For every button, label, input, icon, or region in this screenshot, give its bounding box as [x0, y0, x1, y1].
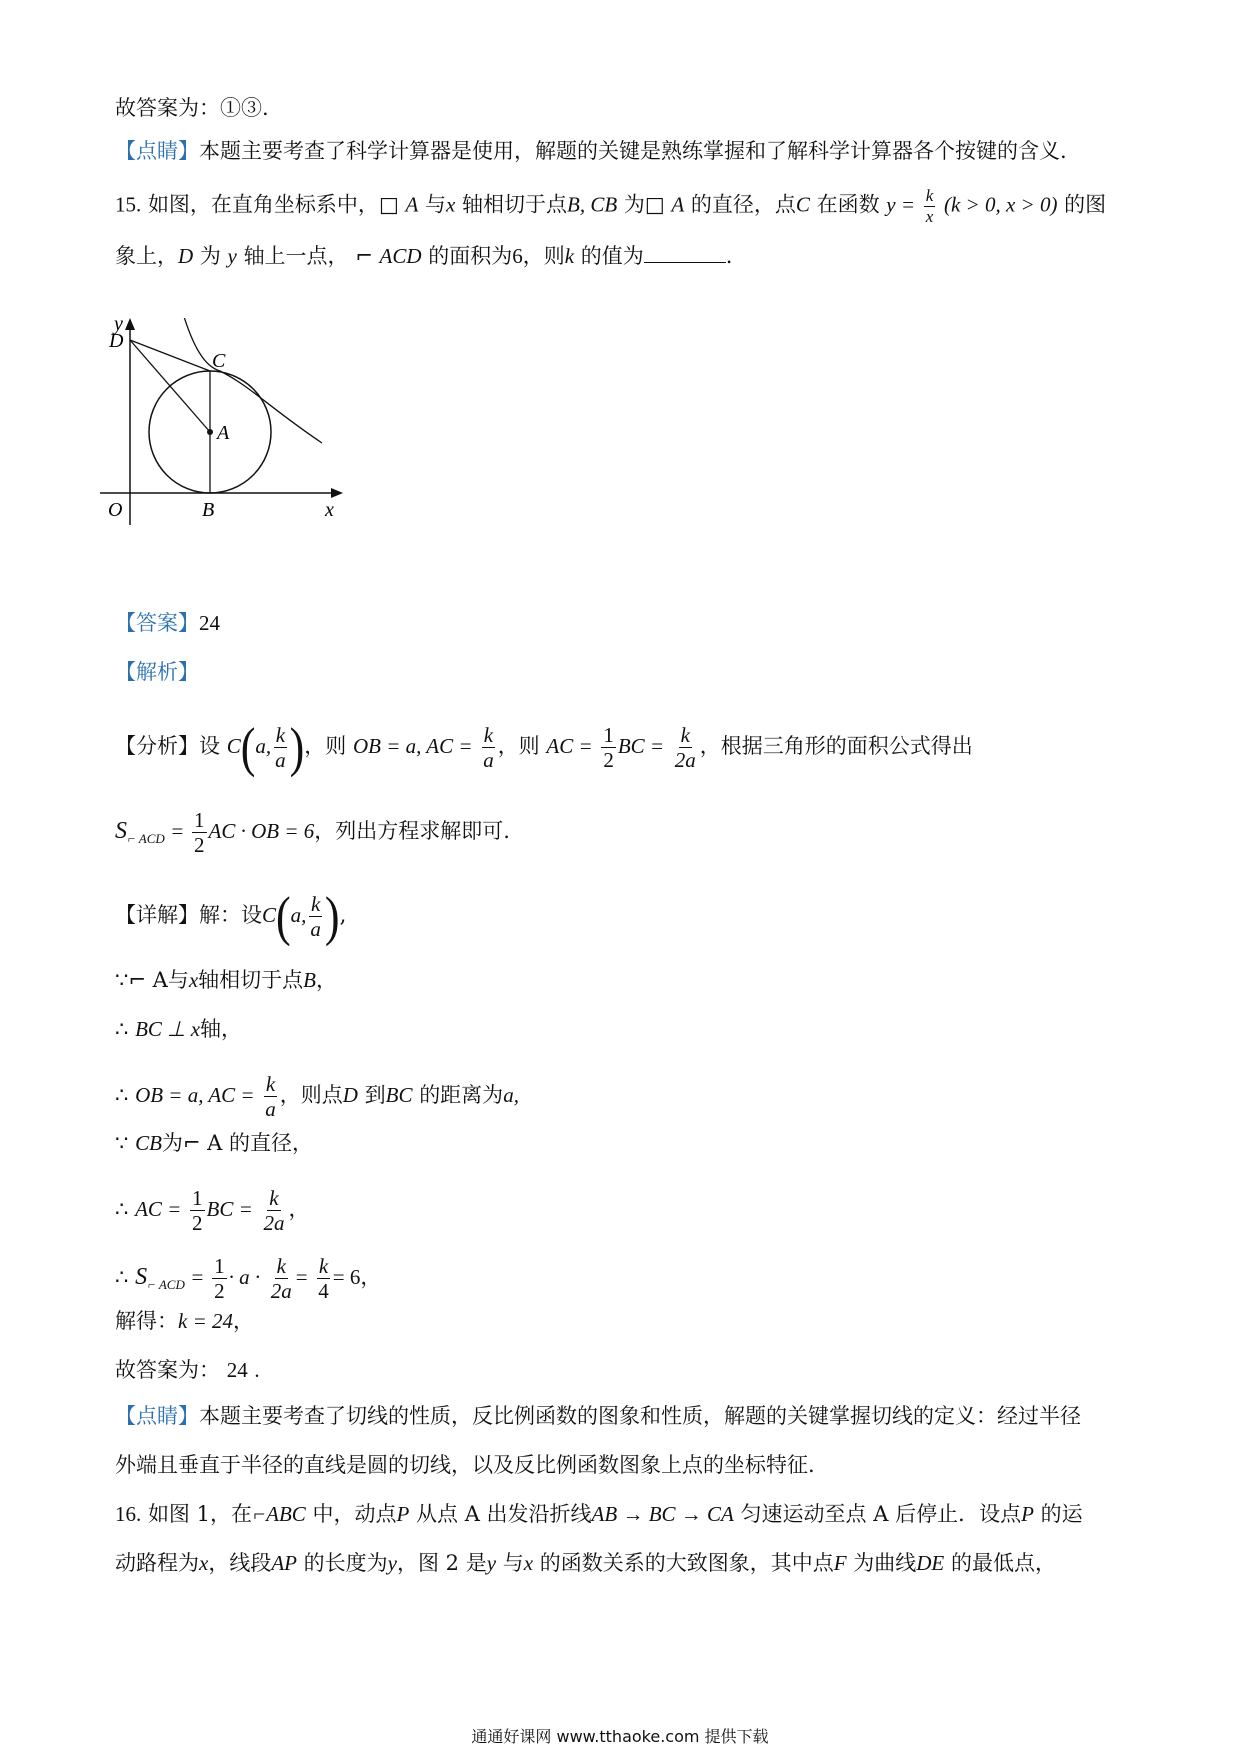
- frac-num: k: [680, 723, 690, 747]
- analysis-label: 【解析】: [115, 660, 199, 684]
- x-axis-arrow-icon: [331, 488, 343, 498]
- because-symbol: ∵: [115, 1131, 129, 1155]
- q16-text: 匀速运动至点 A 后停止．设点: [740, 1502, 1022, 1526]
- step-1: [115, 970, 337, 991]
- frac-num: k: [318, 1254, 329, 1278]
- q15-text: 如图，在直角坐标系中，: [147, 192, 379, 217]
- math-var: x: [199, 1551, 209, 1575]
- fraction-k-over-a: [263, 1072, 278, 1121]
- frac-den: 2: [194, 833, 205, 858]
- fraction-one-half: [190, 1186, 205, 1235]
- fraction-k-over-a: [273, 723, 288, 772]
- math-expr: ACD: [379, 244, 422, 268]
- math-var: BC: [385, 1083, 413, 1108]
- step-text: 到: [364, 1083, 386, 1108]
- step-5: [115, 1186, 309, 1235]
- math-expr: AC · OB = 6: [208, 819, 315, 844]
- step-text: 轴相切于点: [198, 968, 304, 992]
- fenxi-text: ，根据三角形的面积公式得出: [699, 734, 973, 759]
- math-var: F: [833, 1551, 847, 1575]
- therefore-symbol: ∴: [115, 1197, 129, 1222]
- math-var: x: [445, 192, 456, 217]
- paren-open: (: [276, 885, 291, 947]
- fraction-k-over-x: [924, 186, 936, 226]
- q16-text: 与: [502, 1551, 524, 1575]
- math-expr: a,: [290, 903, 307, 928]
- math-expr: OB = a, AC =: [135, 1083, 255, 1108]
- label-c: C: [212, 350, 226, 372]
- math-var: x: [188, 968, 199, 992]
- paren-open: (: [240, 716, 256, 778]
- math-expr: AC =: [135, 1197, 182, 1222]
- step-text: 故答案为：: [115, 1358, 220, 1382]
- step-text: 的直径，: [229, 1131, 314, 1155]
- label-b: B: [202, 499, 215, 521]
- math-var: D: [342, 1083, 358, 1108]
- frac-num: k: [276, 1254, 286, 1278]
- frac-den: x: [925, 206, 934, 226]
- step-2: [115, 1019, 242, 1040]
- answer-label: 【答案】: [115, 611, 199, 635]
- math-expr: =: [191, 1265, 204, 1290]
- previous-answer-line: [115, 98, 269, 119]
- step-text: ，: [315, 968, 337, 992]
- step-text: 与: [167, 968, 189, 992]
- circle-symbol: □: [644, 192, 665, 217]
- math-var: a,: [503, 1083, 519, 1108]
- q15-text: 象上，: [115, 244, 178, 268]
- fraction-one-half: [212, 1254, 227, 1303]
- math-expr: ⌐ABC: [251, 1502, 306, 1526]
- frac-den: 2a: [270, 1279, 292, 1304]
- math-var: B: [303, 968, 316, 992]
- math-var: C: [795, 192, 810, 217]
- q15-text: 的值为: [580, 244, 644, 268]
- label-y: y: [114, 318, 123, 335]
- triangle-symbol: ⌐: [355, 244, 373, 268]
- step-text: 解得：: [115, 1309, 178, 1333]
- xiangjie-label: 【详解】: [115, 903, 199, 928]
- answer-line: [115, 613, 220, 634]
- math-var: S: [135, 1264, 148, 1291]
- math-expr: B, CB: [567, 192, 618, 217]
- q16-number: 16.: [115, 1502, 142, 1526]
- q15-text: 轴上一点，: [243, 244, 349, 268]
- q15-text: 的直径，点: [690, 192, 796, 217]
- comment-text: 本题主要考查了科学计算器是使用，解题的关键是熟练掌握和了解科学计算器各个按键的含义.: [199, 139, 1067, 163]
- math-subscript: ⌐ ACD: [147, 1277, 185, 1293]
- math-expr: =: [295, 1265, 308, 1290]
- frac-num: k: [275, 723, 286, 747]
- math-expr: k = 24: [178, 1309, 233, 1333]
- step-text: ，: [360, 1265, 382, 1290]
- fenxi-text: ，则: [497, 734, 540, 759]
- frac-num: k: [265, 1072, 276, 1096]
- q16-text: 的长度为: [303, 1551, 388, 1575]
- math-expr: AB → BC → CA: [591, 1502, 734, 1526]
- frac-num: k: [269, 1186, 279, 1210]
- q15-text: 在函数: [816, 192, 880, 217]
- frac-den: 2a: [263, 1211, 285, 1236]
- frac-num: 1: [194, 808, 205, 832]
- q15-text: .: [725, 244, 733, 268]
- analysis-line: [115, 662, 199, 683]
- q16-text: 从点 A 出发沿折线: [416, 1502, 592, 1526]
- q16-text: 的最低点，: [950, 1551, 1056, 1575]
- fenxi-text: 设: [199, 734, 220, 759]
- q15-number: 15.: [115, 192, 142, 217]
- point-a-dot: [207, 429, 213, 435]
- xiangjie-text: 解：设: [199, 903, 262, 928]
- label-a: A: [217, 422, 230, 444]
- q16-text: 如图 1，在: [147, 1502, 252, 1526]
- page-footer: 通通好课网 www.tthaoke.com 提供下载: [471, 1727, 769, 1746]
- math-var: P: [1021, 1502, 1034, 1526]
- step-text: ，则点: [279, 1083, 343, 1108]
- math-expr: DE: [916, 1551, 945, 1575]
- comment-text: 外端且垂直于半径的直线是圆的切线，以及反比例函数图象上点的坐标特征.: [115, 1453, 815, 1477]
- math-var: A: [671, 192, 685, 217]
- step-6: [115, 1254, 381, 1303]
- q15-text: 为: [199, 244, 221, 268]
- math-expr: BC =: [617, 734, 665, 759]
- y-axis-arrow-icon: [125, 318, 135, 330]
- comment15-line1: [115, 1406, 1081, 1427]
- frac-den: 2: [603, 748, 614, 773]
- math-num: 6: [512, 244, 523, 268]
- fenxi-text: ，列出方程求解即可.: [314, 819, 510, 844]
- q16-line2: [115, 1553, 1056, 1574]
- step-text: ，: [288, 1197, 310, 1222]
- math-expr: = 6: [332, 1265, 361, 1290]
- segment-dc: [130, 340, 210, 371]
- math-expr: BC =: [206, 1197, 253, 1222]
- step-text: 为: [161, 1131, 183, 1155]
- frac-den: a: [265, 1097, 276, 1122]
- math-expr: BC ⊥ x: [135, 1017, 201, 1041]
- math-expr: · a ·: [228, 1265, 261, 1290]
- answer-value: 24: [199, 611, 220, 635]
- q15-text: 为: [623, 192, 645, 217]
- fraction-k-over-a: [308, 892, 323, 941]
- math-var: C: [262, 903, 277, 928]
- frac-num: k: [483, 723, 494, 747]
- therefore-symbol: ∴: [115, 1017, 129, 1041]
- frac-num: 1: [603, 723, 614, 747]
- math-expr: ⌐ A: [128, 968, 168, 992]
- fenxi-line1: [115, 716, 973, 778]
- q16-text: 的函数关系的大致图象，其中点: [539, 1551, 834, 1575]
- frac-den: 2: [214, 1279, 225, 1304]
- math-expr: =: [171, 819, 184, 844]
- therefore-symbol: ∴: [115, 1083, 129, 1108]
- q15-text: ，则: [522, 244, 565, 268]
- math-expr: a,: [255, 734, 272, 759]
- math-var: S: [115, 818, 127, 845]
- step-8: [115, 1360, 260, 1381]
- xiangjie-line1: 【详解】解：设C(a, $\frac{k}{a}$ ),: [115, 885, 347, 947]
- q15-line2: [115, 244, 732, 267]
- math-var: A: [405, 192, 419, 217]
- frac-den: 4: [318, 1279, 329, 1304]
- fraction-one-half: [192, 808, 207, 857]
- q16-line1: [115, 1504, 1083, 1525]
- frac-den: 2: [192, 1211, 203, 1236]
- because-symbol: ∵: [115, 968, 129, 992]
- step-text: 轴，: [200, 1017, 243, 1041]
- paren-close: ): [289, 716, 305, 778]
- circle-symbol: □: [378, 192, 399, 217]
- fraction-k-over-4: [316, 1254, 331, 1303]
- math-var: D: [178, 244, 194, 268]
- previous-comment-line: [115, 141, 1067, 162]
- fenxi-text: ，则: [304, 734, 347, 759]
- math-var: C: [226, 734, 241, 759]
- frac-num: k: [925, 186, 934, 205]
- frac-den: 2a: [674, 748, 696, 773]
- math-expr: y =: [886, 192, 916, 217]
- math-expr: CB: [135, 1131, 162, 1155]
- q15-text: 轴相切于点: [462, 192, 567, 217]
- math-var: y: [486, 1551, 497, 1575]
- segment-da: [130, 340, 210, 432]
- comment-label: 【点睛】: [115, 139, 199, 163]
- math-var: P: [396, 1502, 410, 1526]
- comment-label: 【点睛】: [115, 1404, 199, 1428]
- label-o: O: [108, 499, 123, 521]
- fraction-one-half: [601, 723, 616, 772]
- comment-text: 本题主要考查了切线的性质，反比例函数的图象和性质，解题的关键掌握切线的定义：经过半径: [199, 1404, 1081, 1428]
- q16-text: ，线段: [208, 1551, 272, 1575]
- step-text: .: [254, 1358, 260, 1382]
- q16-text: 为曲线: [853, 1551, 917, 1575]
- step-3: [115, 1072, 519, 1121]
- therefore-symbol: ∴: [115, 1265, 129, 1290]
- q15-line1: [115, 186, 1106, 226]
- math-expr: OB = a, AC =: [352, 734, 473, 759]
- frac-den: a: [310, 917, 321, 942]
- fenxi-line2: [115, 808, 510, 857]
- math-var: y: [227, 244, 237, 268]
- frac-num: 1: [214, 1254, 225, 1278]
- frac-den: a: [275, 748, 286, 773]
- label-d: D: [109, 330, 124, 352]
- fenxi-label: 【分析】: [115, 734, 199, 759]
- label-x: x: [325, 499, 334, 521]
- math-expr: AC =: [546, 734, 593, 759]
- math-var: x: [523, 1551, 534, 1575]
- final-answer: 24: [226, 1358, 248, 1382]
- step-7: [115, 1311, 254, 1332]
- frac-num: k: [311, 892, 321, 916]
- step-text: 的距离为: [419, 1083, 504, 1108]
- q16-text: 动路程为: [115, 1551, 199, 1575]
- q16-text: 中，动点: [312, 1502, 397, 1526]
- q15-text: 的图: [1064, 192, 1107, 217]
- q16-text: 的运: [1040, 1502, 1083, 1526]
- math-var: AP: [271, 1551, 297, 1575]
- q16-text: ，图 2 是: [397, 1551, 487, 1575]
- math-expr: ⌐ A: [182, 1131, 223, 1155]
- step-4: [115, 1133, 313, 1154]
- fraction-k-over-2a: [673, 723, 698, 772]
- paren-close: ): [324, 885, 340, 947]
- math-var: k: [564, 244, 575, 268]
- frac-num: 1: [192, 1186, 203, 1210]
- previous-answer-text: 故答案为：①③.: [115, 96, 269, 120]
- math-subscript: ⌐ ACD: [127, 831, 165, 847]
- frac-den: a: [483, 748, 494, 773]
- q15-figure: [100, 318, 400, 580]
- fraction-k-over-a: [481, 723, 496, 772]
- fraction-k-over-2a: [269, 1254, 294, 1303]
- comment15-line2: [115, 1455, 815, 1476]
- math-var: y: [387, 1551, 397, 1575]
- step-text: ，: [233, 1309, 254, 1333]
- fraction-k-over-2a: [261, 1186, 286, 1235]
- math-expr: (k > 0, x > 0): [943, 192, 1058, 217]
- q15-text: 与: [424, 192, 446, 217]
- q15-text: 的面积为: [428, 244, 513, 268]
- answer-blank: [644, 244, 726, 263]
